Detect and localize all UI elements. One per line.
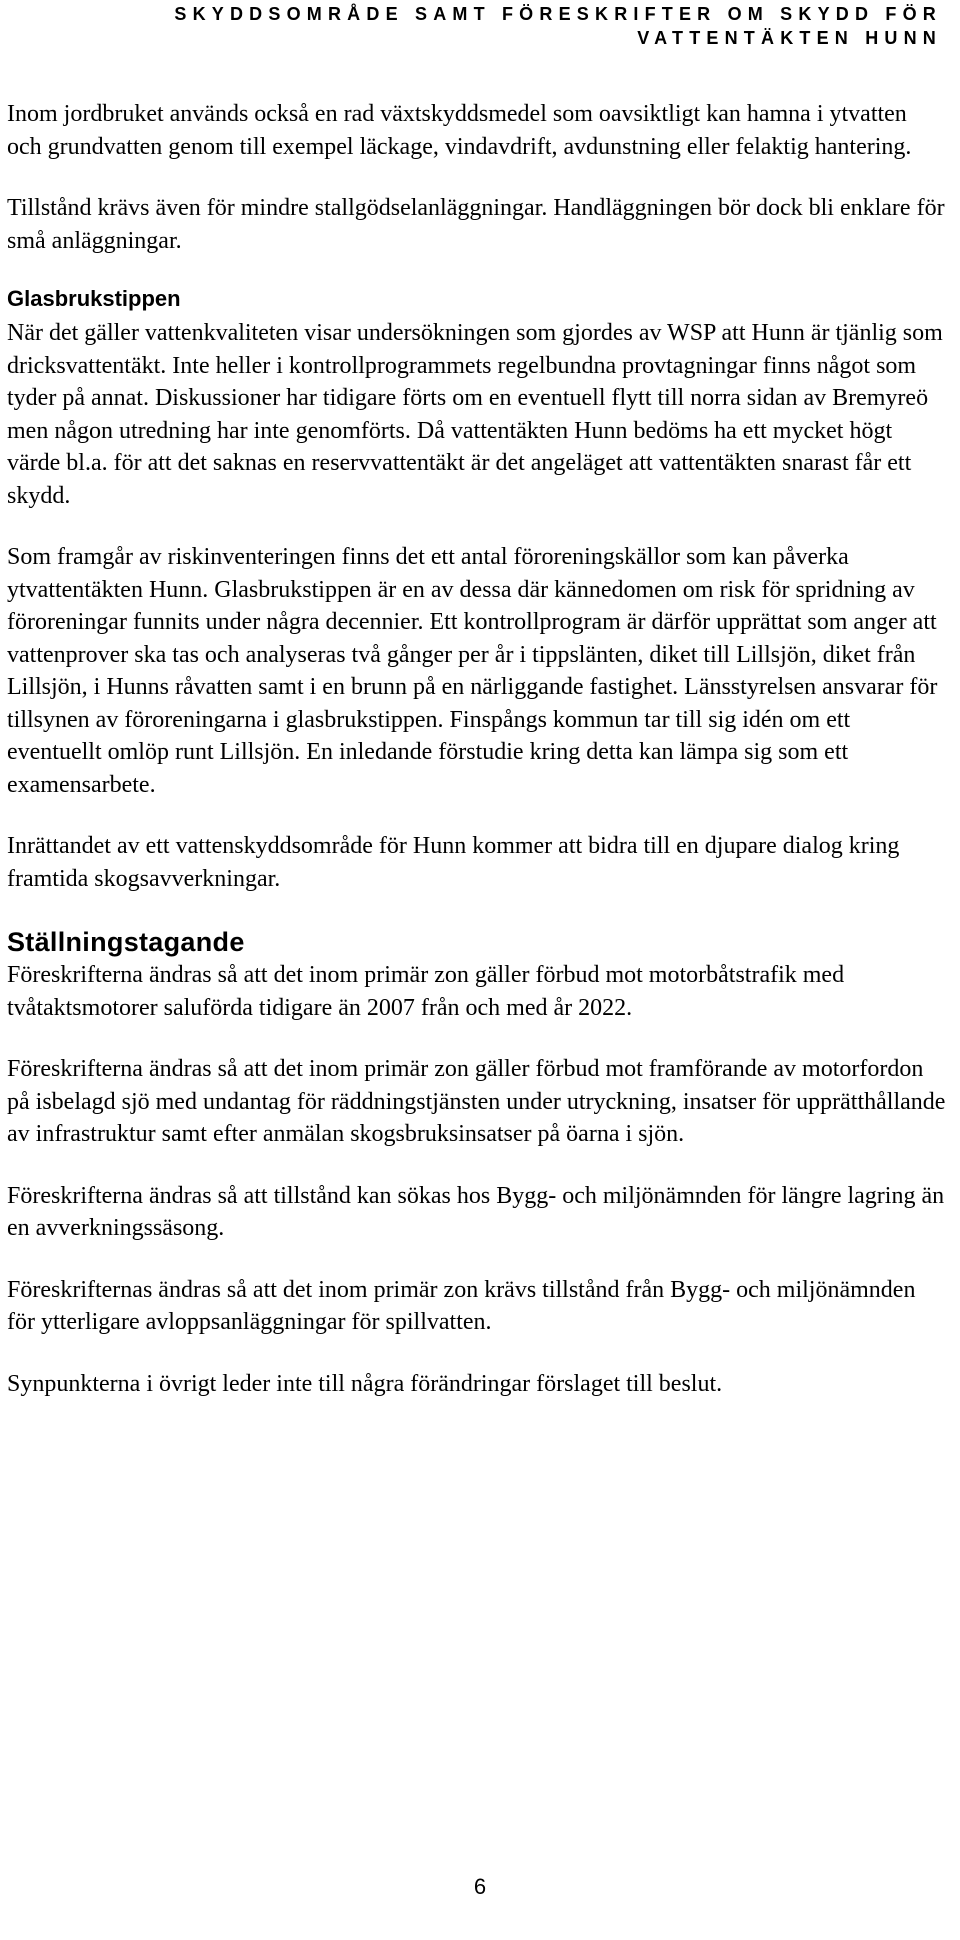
document-body bbox=[7, 98, 947, 1429]
stallningstagande-paragraph-1: Föreskrifterna ändras så att det inom primär zon gäller förbud mot motorbåtstrafik med tvåtaktsmotorer saluförda tidigare än 2007 från och med år 2022. bbox=[7, 962, 845, 1021]
intro-paragraph-2: Tillstånd krävs även för mindre stallgödselanläggningar. Handläggningen bör dock bli enklare för små anläggningar. bbox=[7, 195, 945, 254]
stallningstagande-paragraph-5: Synpunkterna i övrigt leder inte till några förändringar förslaget till beslut. bbox=[7, 1370, 723, 1397]
running-header bbox=[2, 2, 942, 50]
section-heading-stallningstagande: Ställningstagande bbox=[7, 927, 245, 957]
running-header-line-1: SKYDDSOMRÅDE SAMT FÖRESKRIFTER OM SKYDD FÖR bbox=[174, 4, 942, 24]
stallningstagande-paragraph-3: Föreskrifterna ändras så att tillstånd kan sökas hos Bygg- och miljönämnden för längre lagring än en avverkningssäsong. bbox=[7, 1182, 945, 1241]
stallningstagande-paragraph-2: Föreskrifterna ändras så att det inom primär zon gäller förbud mot framförande av motorfordon på isbelagd sjö med undantag för räddningstjänsten under utryckning, insatser för upprätthållande av infrastruktur samt efter anmälan skogsbruksinsatser på öarna i sjön. bbox=[7, 1056, 946, 1147]
glasbrukstippen-paragraph-1: När det gäller vattenkvaliteten visar undersökningen som gjordes av WSP att Hunn är tjänlig som dricksvattentäkt. Inte heller i kontrollprogrammets regelbundna provtagningar finns något som tyder på annat. Diskussioner har tidigare förts om en eventuell flytt till norra sidan av Bremyreö men någon utredning har inte genomförts. Då vattentäkten Hunn bedöms ha ett mycket högt värde bl.a. för att det saknas en reservvattentäkt är det angeläget att vattentäkten snarast får ett skydd. bbox=[7, 320, 943, 509]
intro-paragraph-1: Inom jordbruket används också en rad växtskyddsmedel som oavsiktligt kan hamna i ytvatten och grundvatten genom till exempel läckage, vindavdrift, avdunstning eller felaktig hantering. bbox=[7, 101, 912, 160]
glasbrukstippen-paragraph-3: Inrättandet av ett vattenskyddsområde för Hunn kommer att bidra till en djupare dialog kring framtida skogsavverkningar. bbox=[7, 833, 900, 892]
section-heading-glasbrukstippen: Glasbrukstippen bbox=[7, 286, 181, 311]
running-header-line-2: VATTENTÄKTEN HUNN bbox=[637, 28, 942, 48]
stallningstagande-paragraph-4: Föreskrifternas ändras så att det inom primär zon krävs tillstånd från Bygg- och miljönämnden för ytterligare avloppsanläggningar för spillvatten. bbox=[7, 1276, 916, 1335]
glasbrukstippen-paragraph-2: Som framgår av riskinventeringen finns det ett antal föroreningskällor som kan påverka ytvattentäkten Hunn. Glasbrukstippen är en av dessa där kännedomen om risk för spridning av föroreningar funnits under några decennier. Ett kontrollprogram är därför upprättat som anger att vattenprover ska tas och analyseras två gånger per år i tippslänten, diket till Lillsjön, diket från Lillsjön, i Hunns råvatten samt i en brunn på en närliggande fastighet. Länsstyrelsen ansvarar för tillsynen av föroreningarna i glasbrukstippen. Finspångs kommun tar till sig idén om ett eventuellt omlöp runt Lillsjön. En inledande förstudie kring detta kan lämpa sig som ett examensarbete. bbox=[7, 544, 938, 798]
page-number: 6 bbox=[473, 1874, 487, 1899]
